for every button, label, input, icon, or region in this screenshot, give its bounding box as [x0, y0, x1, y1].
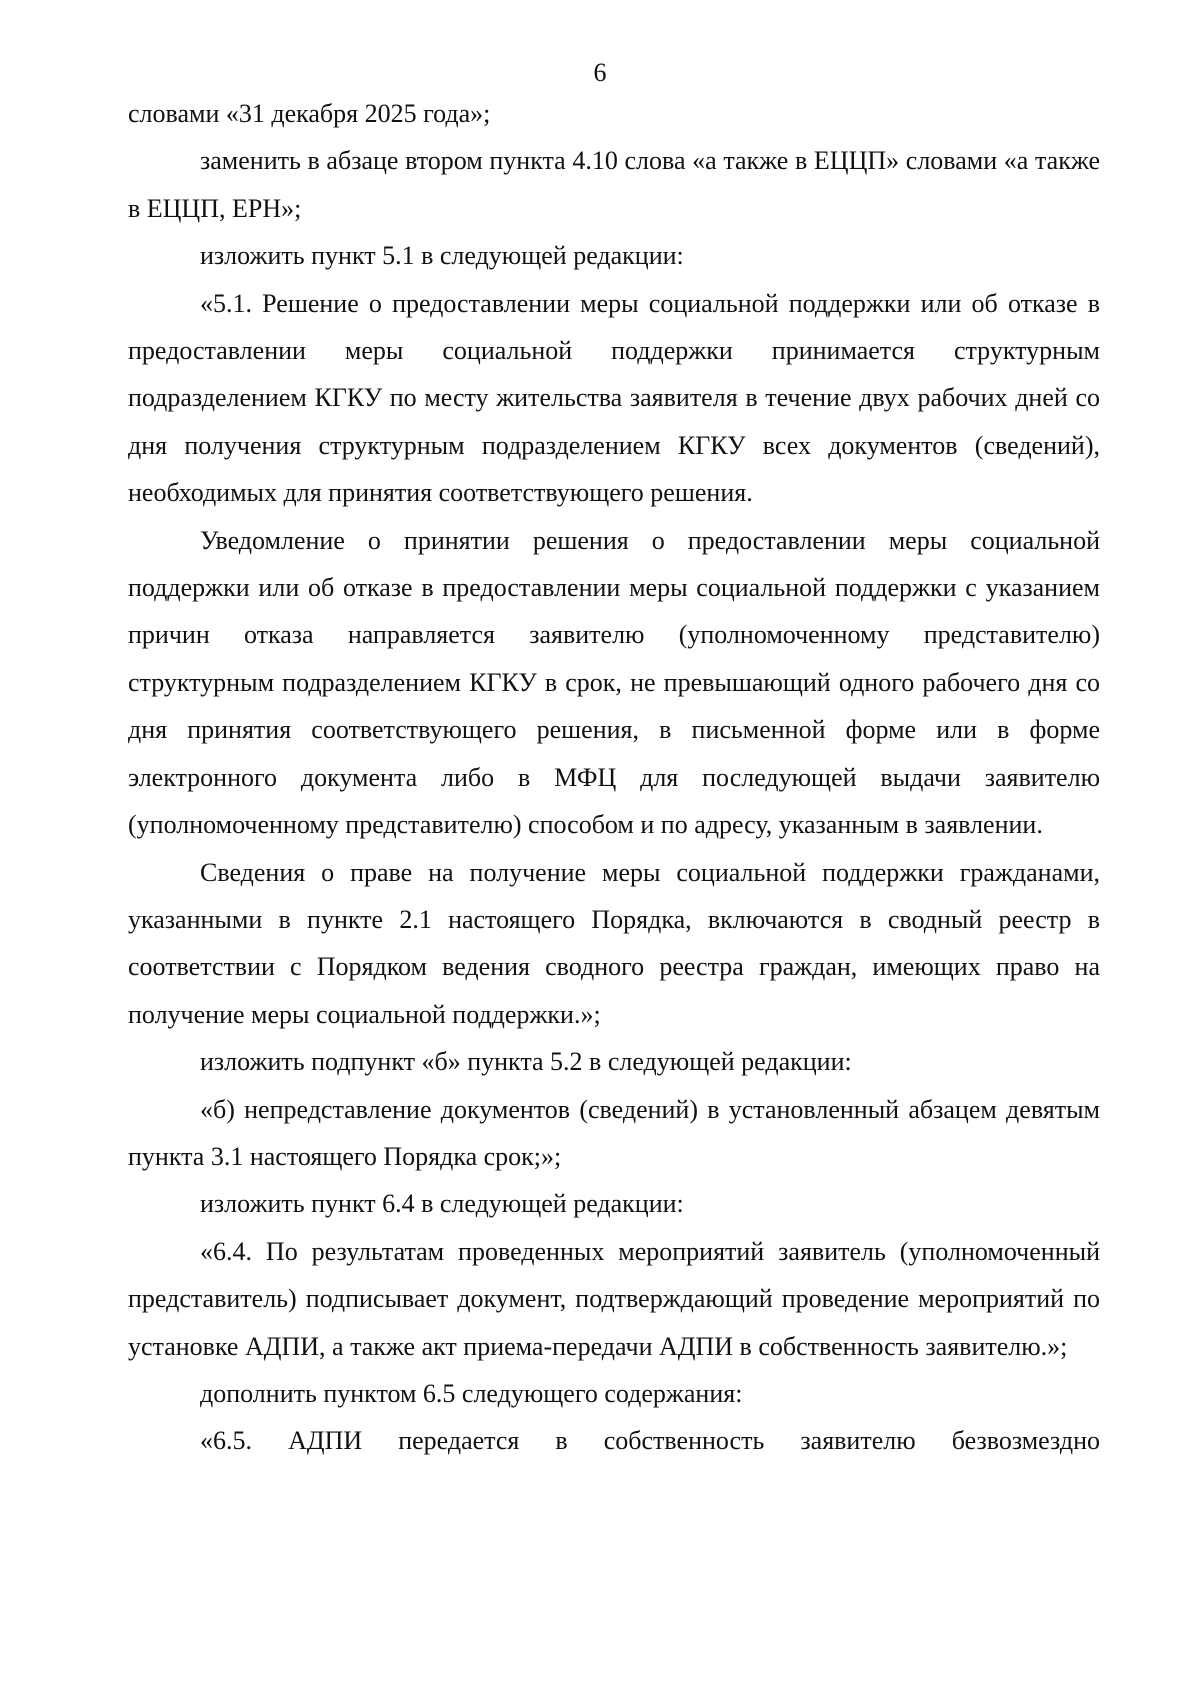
- paragraph-3: изложить пункт 5.1 в следующей редакции:: [200, 241, 684, 271]
- paragraph-9: изложить пункт 6.4 в следующей редакции:: [200, 1189, 684, 1219]
- paragraph-4: «5.1. Решение о предоставлении меры социальной поддержки или об отказе в предоставлении меры социальной поддержки принимается структурным подразделением КГКУ по месту жительства заявителя в течение двух рабочих дней со дня получения структурным подразделением КГКУ всех документов (сведений), необходимых для принятия соответствующего решения.: [128, 288, 1100, 508]
- paragraph-7: изложить подпункт «б» пункта 5.2 в следующей редакции:: [200, 1047, 852, 1077]
- paragraph-1: словами «31 декабря 2025 года»;: [128, 99, 491, 128]
- paragraph-10: «6.4. По результатам проведенных мероприятий заявитель (уполномоченный представитель) подписывает документ, подтверждающий проведение мероприятий по установке АДПИ, а также акт приема-передачи АДПИ в собственность заявителю.»;: [128, 1236, 1100, 1361]
- paragraph-11: дополнить пунктом 6.5 следующего содержания:: [200, 1378, 743, 1408]
- paragraph-8: «б) непредставление документов (сведений) в установленный абзацем девятым пункта 3.1 настоящего Порядка срок;»;: [128, 1094, 1100, 1171]
- paragraph-2: заменить в абзаце втором пункта 4.10 слова «а также в ЕЦЦП» словами «а также в ЕЦЦП, ЕРН»;: [128, 146, 1100, 223]
- paragraph-12: «6.5. АДПИ передается в собственность заявителю безвозмездно: [200, 1426, 1100, 1456]
- page-number: 6: [593, 58, 607, 87]
- document-body: [128, 90, 1100, 1465]
- paragraph-5: Уведомление о принятии решения о предоставлении меры социальной поддержки или об отказе в предоставлении меры социальной поддержки с указанием причин отказа направляется заявителю (уполномоченному представителю) структурным подразделением КГКУ в срок, не превышающий одного рабочего дня со дня принятия соответствующего решения, в письменной форме или в форме электронного документа либо в МФЦ для последующей выдачи заявителю (уполномоченному представителю) способом и по адресу, указанным в заявлении.: [128, 525, 1100, 840]
- paragraph-6: Сведения о праве на получение меры социальной поддержки гражданами, указанными в пункте 2.1 настоящего Порядка, включаются в сводный реестр в соответствии с Порядком ведения сводного реестра граждан, имеющих право на получение меры социальной поддержки.»;: [128, 857, 1100, 1029]
